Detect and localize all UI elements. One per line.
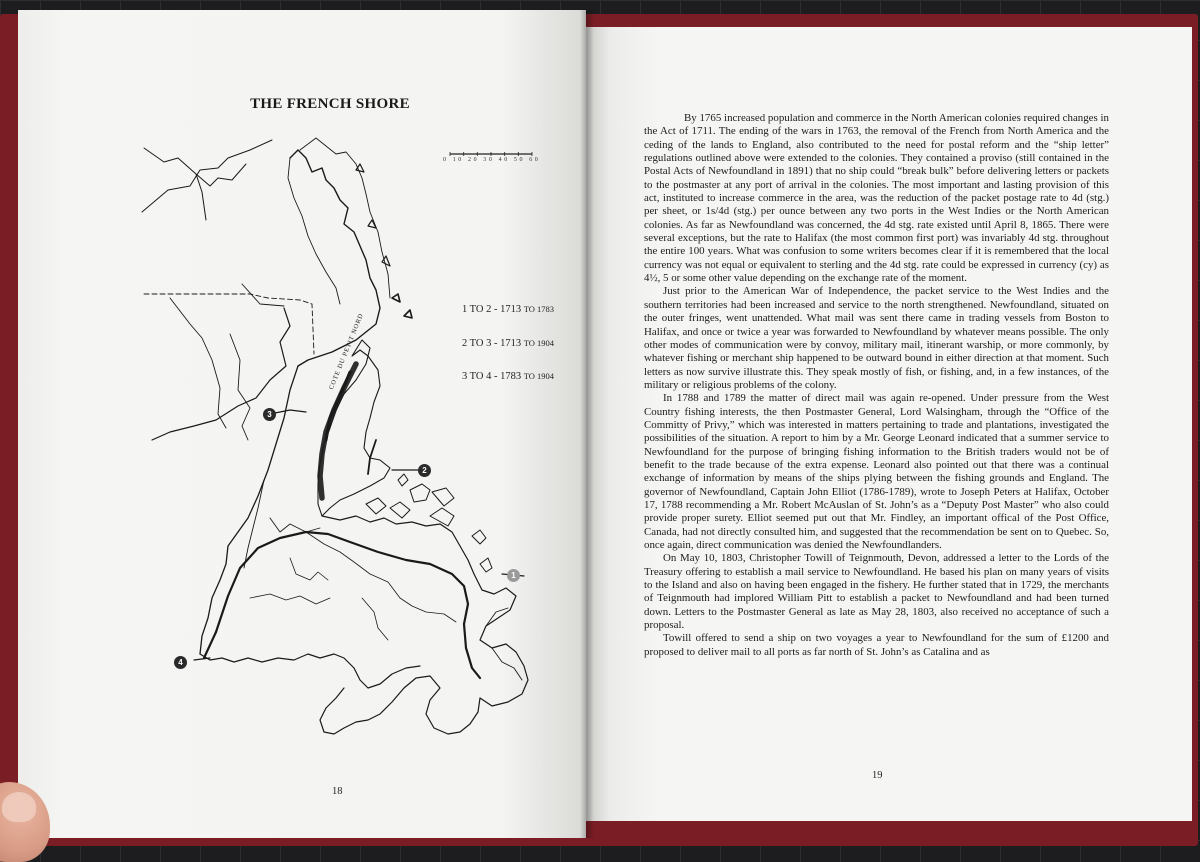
map-legend-3 bbox=[462, 371, 554, 382]
finger-nail bbox=[2, 792, 36, 822]
route-marker-1: 1 bbox=[507, 569, 520, 582]
map-scale-labels: 0 10 20 30 40 50 60 bbox=[443, 157, 541, 163]
paragraph-1: By 1765 increased population and commerce in the North American colonies required changes in the Act of 1711. The ending of the wars in 1763, the removal of the French from North America and the ceding of the lands to England, also contributed to the need for postal reform and the “ship letter” regulations outlined above were extended to the colonies. They contained a proviso (still contained in the Postal Acts of Newfoundland in 1891) that no ship could “break bulk” before delivering letters or packets to the postmaster at any port of arrival in the colonies. The most important and lasting provision of this act, instituted to increase commerce in the area, was the reduction of the packet postage rate to 4d (stg.) per sheet, or 1s/4d (stg.) per ounce between any two ports in the West Indies or the North American colonies. As far as Newfoundland was concerned, the 4d stg. rate existed until April 8, 1865. There were several exceptions, but the rate to Halifax (the most common first port) was invariably 4d stg. throughout the entire 100 years. What was confusion to some writers becomes clear if it is remembered that the local currency was not equal or equivalent to sterling and the 4d stg. rate could be expressed in currency (cy) as 4½, 5 or some other value depending on the exchange rate of the moment. bbox=[644, 112, 1109, 285]
legend-2-main: 2 TO 3 - 1713 bbox=[462, 338, 524, 349]
paragraph-3: In 1788 and 1789 the matter of direct mail was again re-opened. Under pressure from the West Country fishing interests, the then Postmaster General, Lord Walsingham, through the “Office of the Committy of Privy,” which was interested in matters pertaining to trade and plantations, investigated the possibilities of the situation. A report to him by a Mr. George Leonard indicated that a summer service to Newfoundland for the purpose of bringing fishing information to the British traders would not be of benefit to the trade because of the extra expense. Leonard also pointed out that there was a continual exchange of information by means of the ships plying between the fishing grounds and England. The governor of Newfoundland, Captain John Elliot (1786-1789), wrote to Joseph Peters at Halifax, October 17, 1788 recommending a Mr. Robert McAuslan of St. John’s as a “Deputy Post Master” who also could provide proper surety. Elliot seemed put out that Mr. Findley, an important offical of the Post Office, Canada, had not directly consulted him, and suggested that the recommendation be sent on to Quebec. So, once again, direct communication was denied the Newfoundlanders. bbox=[644, 392, 1109, 551]
route-marker-2: 2 bbox=[418, 464, 431, 477]
map-legend-2 bbox=[462, 338, 554, 349]
legend-1-main: 1 TO 2 - 1713 bbox=[462, 304, 524, 315]
legend-3-main: 3 TO 4 - 1783 bbox=[462, 371, 524, 382]
route-marker-3: 3 bbox=[263, 408, 276, 421]
route-marker-4: 4 bbox=[174, 656, 187, 669]
map-title: THE FRENCH SHORE bbox=[250, 96, 410, 112]
page-number-left: 18 bbox=[332, 786, 343, 797]
paragraph-4: On May 10, 1803, Christopher Towill of Teignmouth, Devon, addressed a letter to the Lords of the Treasury offering to establish a mail service to Newfoundland. He based his plan on many years of visits to the Island and also on having been engaged in the fishery. He further stated that in 1729, the merchants of Teignmouth had implored William Pitt to establish a packet to Newfoundland and had been turned down. Letters to the Postmaster General as late as May 28, 1803, also received no acceptance of such a proposal. bbox=[644, 552, 1109, 632]
legend-3-small: TO 1904 bbox=[523, 371, 555, 381]
legend-2-small: TO 1904 bbox=[523, 338, 555, 348]
legend-1-small: TO 1783 bbox=[523, 304, 555, 314]
paragraph-5: Towill offered to send a ship on two voyages a year to Newfoundland for the sum of £1200 and proposed to deliver mail to all ports as far north of St. John’s as Catalina and as bbox=[644, 632, 1109, 658]
paragraph-2: Just prior to the American War of Independence, the packet service to the West Indies and the southern territories had been increased and service to the north strengthened. Newfoundland, situated on the outer fringes, went unattended. What mail was sent there came in trading vessels from Boston to Halifax, and once or twice a year was forwarded to Newfoundland by whatever means possible. The only other modes of communication were by convoy, military mail, itinerant warship, or more commonly, by whatever fishing or merchant ship happened to be outward bound in either direction at that moment. Such letters as now survive illustrate this. They speak mostly of fish, or fishing, and, in a few instances, of the military or religious problems of the colony. bbox=[644, 285, 1109, 391]
page-body-text bbox=[644, 112, 1109, 659]
page-number-right: 19 bbox=[872, 770, 883, 781]
map-legend-1 bbox=[462, 304, 554, 315]
coast-label: COTE DU PETIT NORD bbox=[328, 312, 366, 391]
french-shore-map bbox=[130, 128, 570, 748]
book-gutter bbox=[580, 10, 594, 838]
